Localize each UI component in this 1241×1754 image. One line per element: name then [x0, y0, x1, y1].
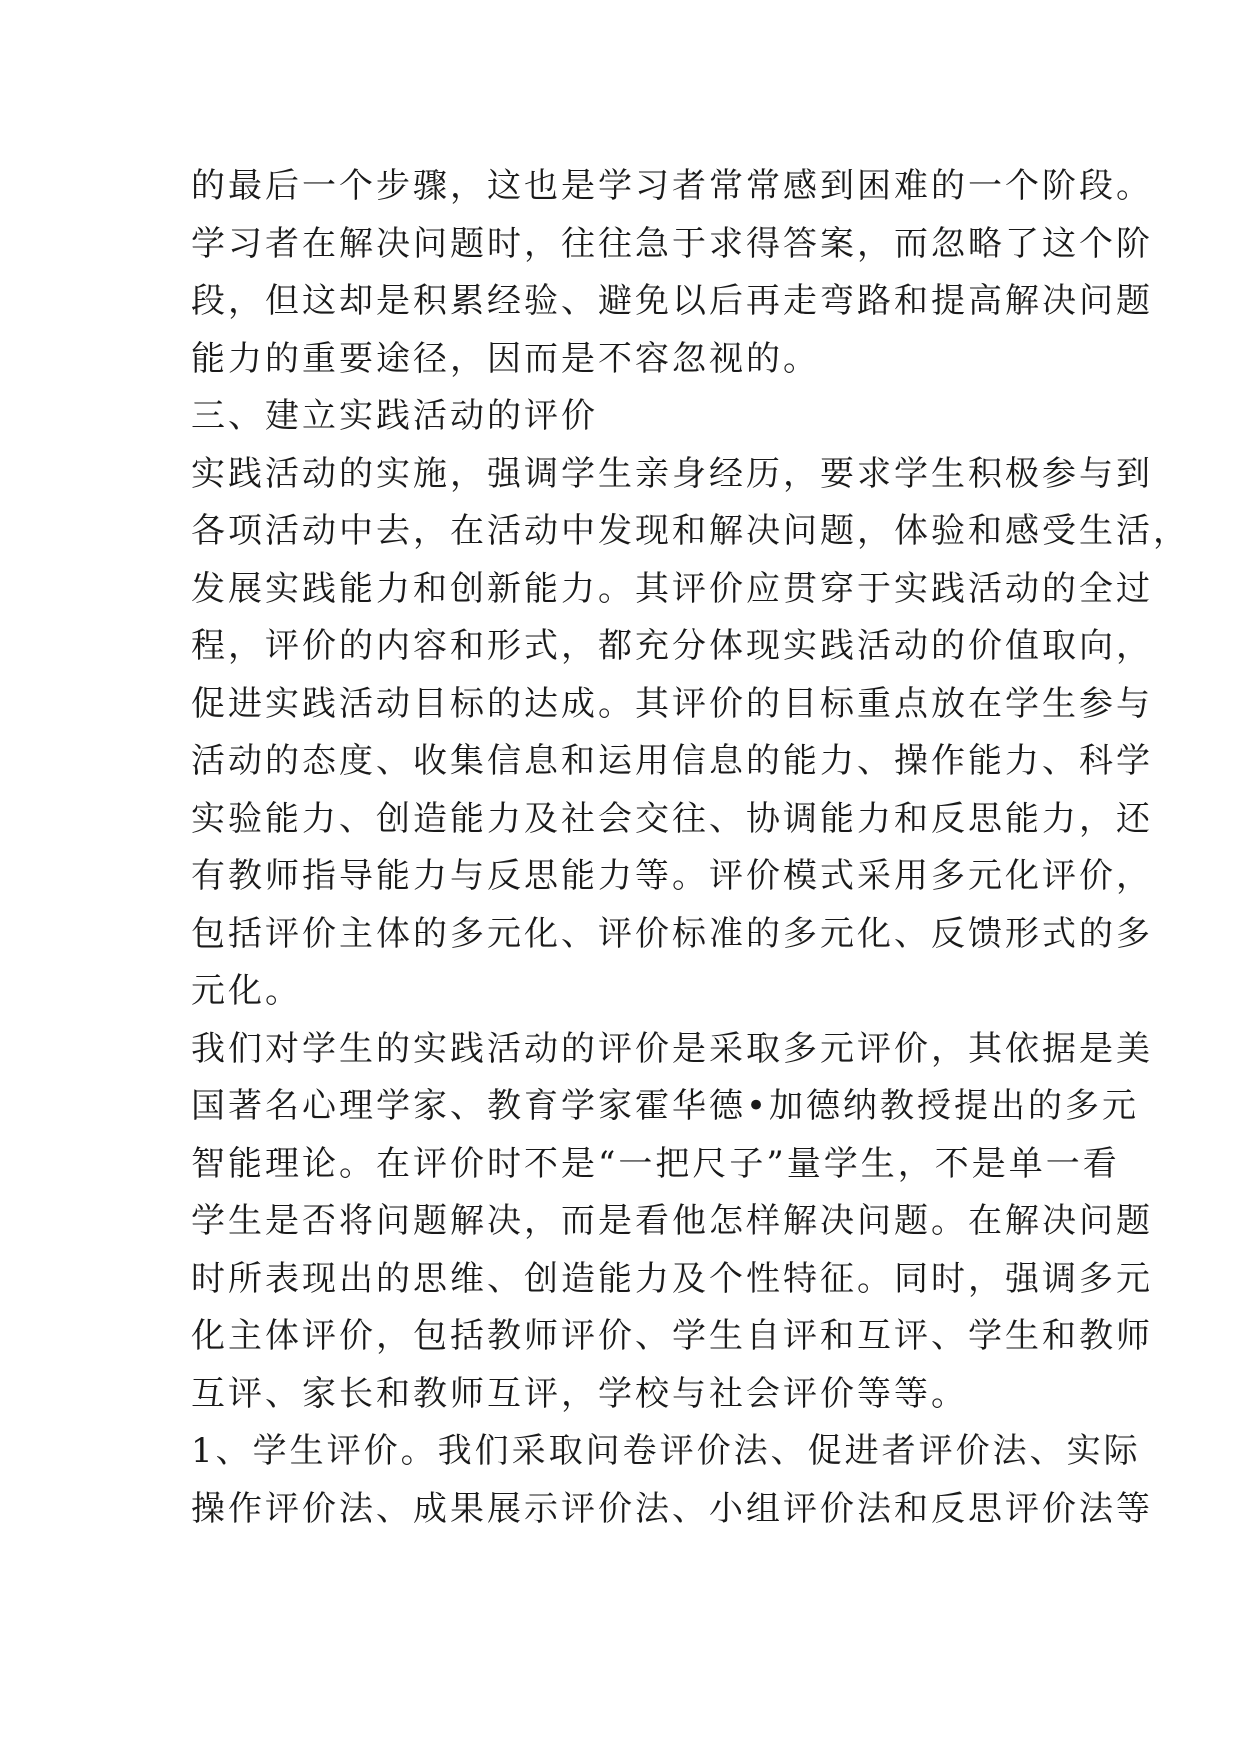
document-body — [191, 158, 1190, 1538]
text-line: 能力的重要途径，因而是不容忽视的。 — [191, 338, 820, 379]
text-line: 活动的态度、收集信息和运用信息的能力、操作能力、科学 — [191, 741, 1153, 781]
text-line: 操作评价法、成果展示评价法、小组评价法和反思评价法等 — [191, 1488, 1153, 1529]
text-line: 各项活动中去，在活动中发现和解决问题，体验和感受生活， — [191, 511, 1190, 551]
text-line: 化主体评价，包括教师评价、学生自评和互评、学生和教师 — [191, 1316, 1153, 1356]
text-line: 程，评价的内容和形式，都充分体现实践活动的价值取向， — [191, 626, 1153, 666]
text-line: 时所表现出的思维、创造能力及个性特征。同时，强调多元 — [191, 1258, 1153, 1299]
text-line: 发展实践能力和创新能力。其评价应贯穿于实践活动的全过 — [191, 568, 1153, 609]
text-line: 实践活动的实施，强调学生亲身经历，要求学生积极参与到 — [191, 453, 1153, 494]
text-line: 包括评价主体的多元化、评价标准的多元化、反馈形式的多 — [191, 913, 1153, 954]
text-line: 有教师指导能力与反思能力等。评价模式采用多元化评价， — [191, 856, 1153, 896]
text-line: 学生是否将问题解决，而是看他怎样解决问题。在解决问题 — [191, 1201, 1153, 1241]
text-line: 段，但这却是积累经验、避免以后再走弯路和提高解决问题 — [191, 281, 1153, 321]
text-line: 学习者在解决问题时，往往急于求得答案，而忽略了这个阶 — [191, 223, 1153, 264]
text-line: 促进实践活动目标的达成。其评价的目标重点放在学生参与 — [191, 683, 1153, 724]
text-line: 国著名心理学家、教育学家霍华德•加德纳教授提出的多元 — [191, 1086, 1140, 1126]
text-line: 我们对学生的实践活动的评价是采取多元评价，其依据是美 — [191, 1028, 1153, 1069]
text-line: 1、学生评价。我们采取问卷评价法、促进者评价法、实际 — [191, 1431, 1141, 1471]
text-line: 互评、家长和教师互评，学校与社会评价等等。 — [191, 1373, 968, 1414]
text-line: 元化。 — [191, 971, 302, 1011]
text-line: 智能理论。在评价时不是“一把尺子”量学生，不是单一看 — [191, 1143, 1120, 1184]
text-line: 的最后一个步骤，这也是学习者常常感到困难的一个阶段。 — [191, 166, 1153, 206]
section-heading: 三、建立实践活动的评价 — [191, 396, 598, 436]
text-line: 实验能力、创造能力及社会交往、协调能力和反思能力，还 — [191, 798, 1153, 839]
